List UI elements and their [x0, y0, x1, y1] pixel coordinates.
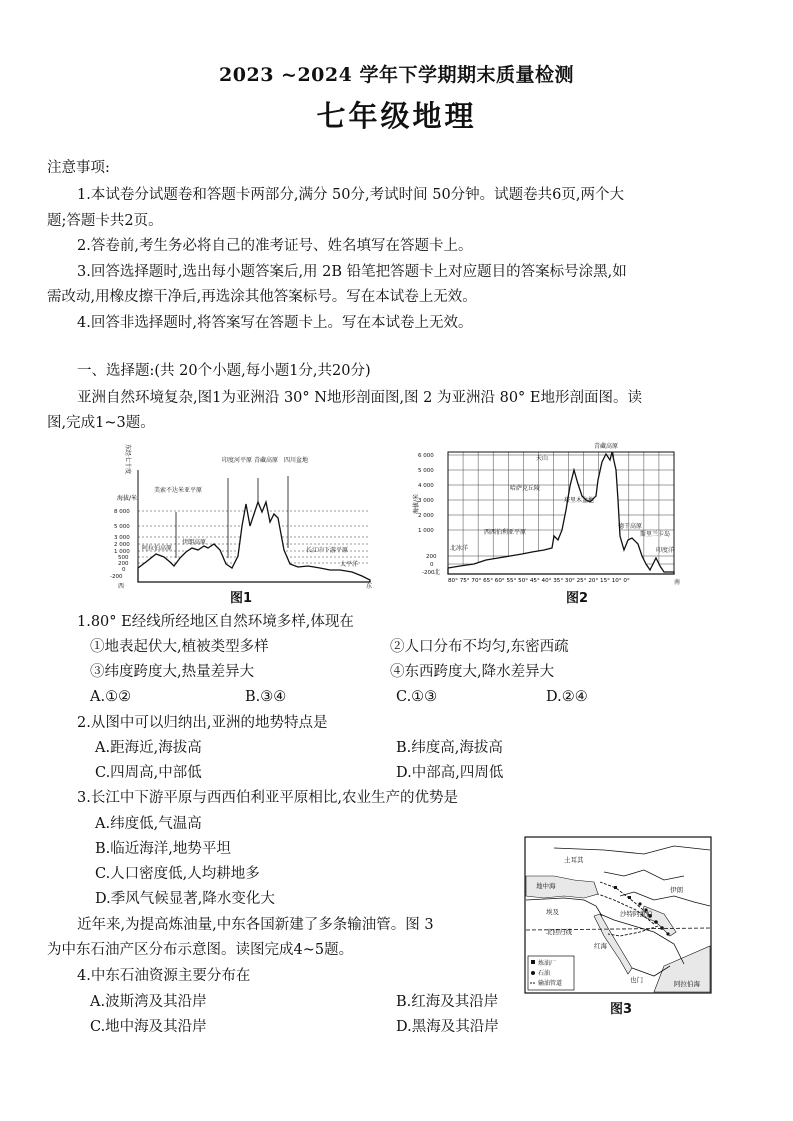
- q4-option-c: C.地中海及其沿岸: [90, 1019, 207, 1035]
- fig2-xticks: 80° 75° 70° 65° 60° 55° 50° 45° 40° 35° 30° 25° 20° 15° 10° 0°: [448, 578, 630, 584]
- q1-option-b: B.③④: [245, 689, 287, 705]
- fig1-ytick: 200: [118, 561, 129, 567]
- notice-item-1: 1.本试卷分试题卷和答题卡两部分,满分 50分,考试时间 50分钟。试题卷共6页,两个大: [77, 187, 625, 203]
- q1-option-c: C.①③: [396, 689, 438, 705]
- q4-stem: 4.中东石油资源主要分布在: [77, 968, 251, 984]
- q4-option-d: D.黑海及其沿岸: [396, 1019, 499, 1035]
- fig2-ytick: 2 000: [418, 513, 434, 519]
- fig3-label: 北回归线: [546, 928, 572, 936]
- fig3-label: 也门: [630, 976, 643, 984]
- fig2-label: 德干高原: [618, 523, 643, 530]
- figure-1-profile-30N: [108, 440, 376, 600]
- fig1-ytick: 2 000: [114, 542, 130, 548]
- fig2-ylabel: 海拔/米: [413, 493, 420, 514]
- q1-stem: 1.80° E经线所经地区自然环境多样,体现在: [77, 614, 354, 630]
- q2-stem: 2.从图中可以归纳出,亚洲的地势特点是: [77, 715, 328, 731]
- fig3-legend-pipeline: 输油管道: [538, 980, 563, 987]
- fig1-ytick: 5 000: [114, 524, 130, 530]
- fig3-label: 沙特阿拉伯: [620, 910, 653, 918]
- fig2-label: 西西伯利亚平原: [484, 529, 527, 536]
- section-intro-line1: 亚洲自然环境复杂,图1为亚洲沿 30° N地形剖面图,图 2 为亚洲沿 80° E地形剖面图。读: [77, 390, 642, 406]
- q1-statement-4: ④东西跨度大,降水差异大: [390, 664, 555, 680]
- fig2-ytick: 3 000: [418, 498, 434, 504]
- q4-option-b: B.红海及其沿岸: [396, 994, 499, 1010]
- q3-option-c: C.人口密度低,人均耕地多: [95, 866, 260, 882]
- fig2-label: 北冰洋: [450, 545, 469, 552]
- notice-item-1-cont: 题;答题卡共2页。: [47, 213, 163, 229]
- fig2-ytick: -200: [422, 570, 435, 576]
- fig1-label: 美索不达米亚平原: [154, 487, 203, 494]
- q4-option-a: A.波斯湾及其沿岸: [90, 994, 207, 1010]
- fig2-ytick: 4 000: [418, 483, 434, 489]
- fig2-label: 哈萨克丘陵: [510, 485, 541, 492]
- fig3-legend-oil: 石油: [538, 970, 551, 977]
- fig2-ytick: 1 000: [418, 528, 434, 534]
- fig1-ytick: 500: [118, 555, 129, 561]
- fig2-label: 印度洋: [656, 547, 675, 554]
- fig1-label: 印度河平原: [222, 457, 253, 464]
- figure-2-caption: 图2: [566, 591, 589, 606]
- fig2-ytick: 0: [430, 562, 434, 568]
- q3-option-a: A.纬度低,气温高: [95, 816, 202, 832]
- figure-2-profile-80E: [412, 440, 682, 588]
- fig2-label: 天山: [536, 455, 549, 462]
- fig1-label: 太平洋: [340, 561, 359, 568]
- fig3-label: 伊朗: [670, 886, 683, 894]
- fig2-label: 塔里木盆地: [564, 497, 595, 504]
- fig1-side-label: 东经七十度: [124, 444, 131, 475]
- figure-1-caption: 图1: [230, 591, 253, 606]
- figure-3-caption: 图3: [610, 1002, 633, 1017]
- fig2-label: 斯里兰卡岛: [640, 531, 671, 538]
- intro-q4-5-line2: 为中东石油产区分布示意图。读图完成4~5题。: [47, 942, 354, 958]
- notice-item-2: 2.答卷前,考生务必将自己的准考证号、姓名填写在答题卡上。: [77, 238, 473, 254]
- fig1-label: 长江中下游平原: [306, 547, 349, 554]
- fig2-ytick: 5 000: [418, 468, 434, 474]
- fig3-label: 土耳其: [564, 856, 584, 864]
- q3-option-b: B.临近海洋,地势平坦: [95, 841, 231, 857]
- fig1-ytick: -200: [110, 574, 123, 580]
- fig1-west-label: 西: [118, 583, 125, 590]
- q1-statement-1: ①地表起伏大,植被类型多样: [90, 639, 269, 655]
- fig1-label: 阿拉伯高原: [142, 545, 173, 552]
- notice-item-3-cont: 需改动,用橡皮擦干净后,再选涂其他答案标号。写在本试卷上无效。: [47, 289, 477, 305]
- q3-option-d: D.季风气候显著,降水变化大: [95, 891, 275, 907]
- q3-stem: 3.长江中下游平原与西西伯利亚平原相比,农业生产的优势是: [77, 790, 458, 806]
- fig1-ytick: 0: [122, 567, 126, 573]
- fig3-legend-refinery: 炼油厂: [538, 960, 557, 967]
- fig1-label: 伊朗高原: [182, 539, 207, 546]
- intro-q4-5-line1: 近年来,为提高炼油量,中东各国新建了多条输油管。图 3: [77, 917, 434, 933]
- fig2-ytick: 200: [426, 554, 437, 560]
- q1-option-d: D.②④: [546, 689, 588, 705]
- fig2-north-label: 北: [434, 569, 441, 576]
- section-intro-line2: 图,完成1~3题。: [47, 415, 155, 431]
- fig1-label: 青藏高原: [254, 457, 279, 464]
- fig1-east-label: 东: [366, 583, 373, 590]
- q1-statement-2: ②人口分布不均匀,东密西疏: [390, 639, 569, 655]
- fig2-south-label: 南: [674, 579, 681, 586]
- notice-item-3: 3.回答选择题时,选出每小题答案后,用 2B 铅笔把答题卡上对应题目的答案标号涂黑,如: [77, 264, 627, 280]
- q2-option-d: D.中部高,四周低: [396, 765, 504, 781]
- q1-statement-3: ③纬度跨度大,热量差异大: [90, 664, 255, 680]
- q2-option-b: B.纬度高,海拔高: [396, 740, 503, 756]
- fig2-label: 青藏高原: [594, 443, 619, 450]
- fig1-ytick: 3 000: [114, 535, 130, 541]
- fig3-label: 埃及: [546, 908, 559, 916]
- figure-3-middle-east-map: [524, 836, 714, 996]
- fig1-label: 四川盆地: [284, 457, 309, 464]
- fig3-label: 红海: [594, 942, 607, 950]
- notice-heading: 注意事项:: [47, 160, 110, 176]
- fig3-label: 地中海: [536, 882, 556, 890]
- fig1-ylabel: 海拔/米: [117, 495, 138, 502]
- q1-option-a: A.①②: [90, 689, 132, 705]
- fig1-ytick: 8 000: [114, 509, 130, 515]
- fig1-ytick: 1 000: [114, 549, 130, 555]
- notice-item-4: 4.回答非选择题时,将答案写在答题卡上。写在本试卷上无效。: [77, 315, 473, 331]
- section-heading: 一、选择题:(共 20个小题,每小题1分,共20分): [77, 363, 371, 379]
- q2-option-c: C.四周高,中部低: [95, 765, 202, 781]
- q2-option-a: A.距海近,海拔高: [95, 740, 202, 756]
- exam-title: 2023 ~2024 学年下学期期末质量检测: [219, 64, 574, 86]
- exam-subject: 七年级地理: [316, 99, 477, 133]
- fig3-label: 阿拉伯海: [674, 980, 700, 988]
- fig2-ytick: 6 000: [418, 453, 434, 459]
